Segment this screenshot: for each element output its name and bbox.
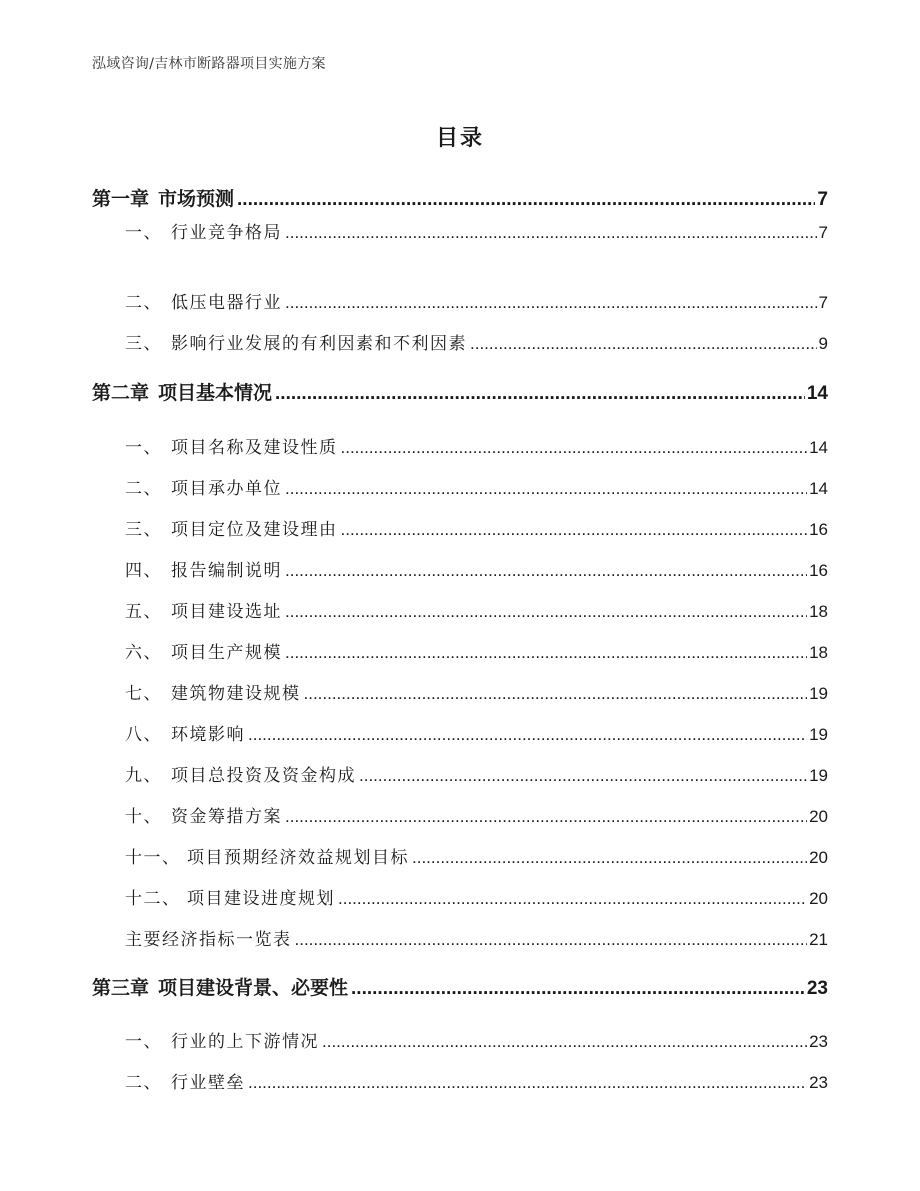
toc-dot-leader xyxy=(470,334,817,354)
toc-entry-number: 六、 xyxy=(125,643,162,663)
toc-page-number: 20 xyxy=(809,848,828,867)
toc-section[interactable] xyxy=(125,433,828,458)
toc-dot-leader xyxy=(285,807,807,827)
toc-chapter[interactable] xyxy=(92,184,828,211)
toc-page-number: 7 xyxy=(818,293,828,312)
toc-entry-number: 九、 xyxy=(125,766,162,786)
toc-entry-label: 项目定位及建设理由 xyxy=(171,520,338,540)
toc-entry-number: 二、 xyxy=(125,479,162,499)
toc-page-number: 18 xyxy=(809,643,828,662)
toc-dot-leader xyxy=(275,383,805,405)
toc-entry-number: 三、 xyxy=(125,334,162,354)
toc-section[interactable] xyxy=(125,802,828,827)
toc-entry-label: 市场预测 xyxy=(158,188,235,210)
toc-entry-number: 一、 xyxy=(125,223,162,243)
toc-dot-leader xyxy=(285,293,817,313)
toc-entry-label: 报告编制说明 xyxy=(171,561,282,581)
toc-section[interactable] xyxy=(125,884,828,909)
toc-page-number: 19 xyxy=(809,684,828,703)
toc-section[interactable] xyxy=(125,288,828,313)
toc-section[interactable] xyxy=(125,1027,828,1052)
toc-section[interactable] xyxy=(125,474,828,499)
toc-entry-label: 项目生产规模 xyxy=(171,643,282,663)
toc-entry-number: 第二章 xyxy=(92,382,150,404)
toc-entry-label: 项目基本情况 xyxy=(158,382,273,404)
toc-section[interactable] xyxy=(125,329,828,354)
toc-section[interactable] xyxy=(125,638,828,663)
toc-page-number: 18 xyxy=(809,602,828,621)
toc-dot-leader xyxy=(237,189,815,211)
toc-page-number: 19 xyxy=(809,725,828,744)
toc-page-number: 23 xyxy=(809,1032,828,1051)
toc-entry-label: 环境影响 xyxy=(171,725,245,745)
toc-entry-label: 项目承办单位 xyxy=(171,479,282,499)
toc-section[interactable] xyxy=(125,679,828,704)
toc-entry-label: 项目名称及建设性质 xyxy=(171,438,338,458)
toc-dot-leader xyxy=(248,725,807,745)
toc-entry-number: 第三章 xyxy=(92,977,150,999)
toc-page-number: 16 xyxy=(809,520,828,539)
toc-page-number: 23 xyxy=(806,978,828,999)
toc-entry-number: 第一章 xyxy=(92,188,150,210)
toc-dot-leader xyxy=(295,930,808,950)
toc-dot-leader xyxy=(341,520,808,540)
toc-page-number: 14 xyxy=(806,383,828,404)
toc-entry-number: 二、 xyxy=(125,293,162,313)
toc-page-number: 20 xyxy=(809,807,828,826)
toc-page-number: 14 xyxy=(809,479,828,498)
toc-section[interactable] xyxy=(125,515,828,540)
toc-section[interactable] xyxy=(125,720,828,745)
toc-dot-leader xyxy=(285,643,807,663)
toc-entry-number: 七、 xyxy=(125,684,162,704)
toc-section[interactable] xyxy=(125,925,828,950)
toc-dot-leader xyxy=(285,561,807,581)
toc-page-number: 7 xyxy=(818,223,828,242)
toc-entry-number: 四、 xyxy=(125,561,162,581)
toc-entry-label: 项目建设选址 xyxy=(171,602,282,622)
toc-entry-number: 十一、 xyxy=(125,848,181,868)
toc-entry-label: 行业的上下游情况 xyxy=(171,1032,319,1052)
toc-page-number: 14 xyxy=(809,438,828,457)
toc-page-number: 9 xyxy=(818,334,828,353)
toc-page-number: 19 xyxy=(809,766,828,785)
toc-section[interactable] xyxy=(125,218,828,243)
toc-entry-number: 十、 xyxy=(125,807,162,827)
toc-entry-number: 一、 xyxy=(125,1032,162,1052)
toc-entry-label: 主要经济指标一览表 xyxy=(125,930,292,950)
toc-entry-number: 一、 xyxy=(125,438,162,458)
toc-entry-label: 影响行业发展的有利因素和不利因素 xyxy=(171,334,467,354)
running-header: 泓域咨询/吉林市断路器项目实施方案 xyxy=(92,56,326,72)
toc-dot-leader xyxy=(341,438,808,458)
toc-entry-number: 八、 xyxy=(125,725,162,745)
toc-entry-number: 三、 xyxy=(125,520,162,540)
toc-page-number: 20 xyxy=(809,889,828,908)
toc-entry-label: 建筑物建设规模 xyxy=(171,684,301,704)
toc-entry-label: 低压电器行业 xyxy=(171,293,282,313)
toc-dot-leader xyxy=(304,684,808,704)
toc-page-number: 7 xyxy=(817,189,828,210)
toc-dot-leader xyxy=(322,1032,807,1052)
toc-entry-label: 行业竞争格局 xyxy=(171,223,282,243)
toc-entry-label: 项目建设进度规划 xyxy=(187,889,335,909)
page-title: 目录 xyxy=(435,126,484,151)
toc-dot-leader xyxy=(338,889,807,909)
toc-dot-leader xyxy=(359,766,807,786)
toc-section[interactable] xyxy=(125,843,828,868)
toc-section[interactable] xyxy=(125,556,828,581)
toc-dot-leader xyxy=(412,848,807,868)
toc-entry-number: 五、 xyxy=(125,602,162,622)
toc-section[interactable] xyxy=(125,1068,828,1093)
toc-page-number: 21 xyxy=(809,930,828,949)
toc-page-number: 16 xyxy=(809,561,828,580)
toc-entry-label: 项目总投资及资金构成 xyxy=(171,766,356,786)
toc-dot-leader xyxy=(285,602,807,622)
toc-dot-leader xyxy=(248,1073,807,1093)
toc-page-number: 23 xyxy=(809,1073,828,1092)
toc-entry-label: 项目预期经济效益规划目标 xyxy=(187,848,409,868)
toc-section[interactable] xyxy=(125,761,828,786)
toc-chapter[interactable] xyxy=(92,378,828,405)
toc-entry-label: 项目建设背景、必要性 xyxy=(158,977,349,999)
toc-dot-leader xyxy=(285,223,817,243)
toc-section[interactable] xyxy=(125,597,828,622)
toc-chapter[interactable] xyxy=(92,973,828,1000)
toc-dot-leader xyxy=(351,978,805,1000)
toc-entry-number: 十二、 xyxy=(125,889,181,909)
toc-dot-leader xyxy=(285,479,807,499)
toc-entry-label: 行业壁垒 xyxy=(171,1073,245,1093)
toc-entry-number: 二、 xyxy=(125,1073,162,1093)
toc-entry-label: 资金筹措方案 xyxy=(171,807,282,827)
